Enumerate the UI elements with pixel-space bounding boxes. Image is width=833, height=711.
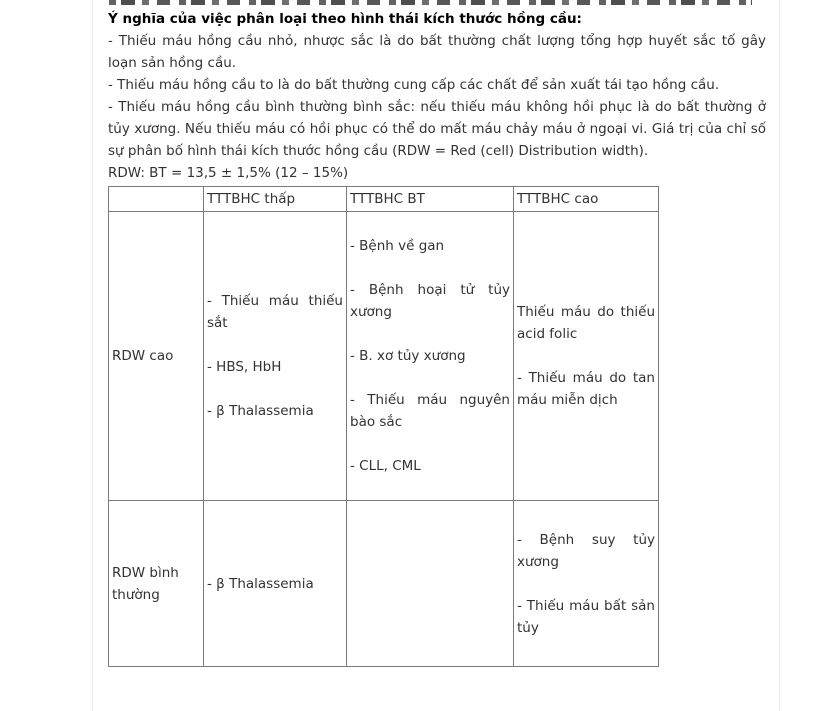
- cell-item: - Bệnh về gan: [350, 238, 445, 254]
- cell-item: - β Thalassemia: [207, 575, 314, 592]
- cell-item: - β Thalassemia: [207, 403, 314, 419]
- content-area: [92, 0, 780, 711]
- cell-item: - Thiếu máu nguyên bào sắc: [350, 392, 510, 430]
- header-cell-tttbhc-thap: TTTBHC thấp: [204, 187, 347, 212]
- cell-item: - CLL, CML: [350, 458, 421, 474]
- table-row-rdw-cao: [109, 212, 659, 501]
- row-label-cell: RDW cao: [109, 212, 204, 501]
- header-cell-empty: [109, 187, 204, 212]
- clipped-text-remnant: [109, 0, 752, 5]
- intro-paragraph-normocytic: - Thiếu máu hồng cầu bình thường bình sắc: nếu thiếu máu không hồi phục là do bất thường ở tủy xương. Nếu thiếu máu có hồi phục có thể do mất máu chảy máu ở ngoại vi. Giá trị của chỉ số sự phân bố hình thái kích thước hồng cầu (RDW = Red (cell) Distribution width).: [108, 99, 766, 159]
- cell-item: Thiếu máu do thiếu acid folic: [517, 304, 655, 342]
- cell-rdwcao-tttbhc-thap: [204, 212, 347, 501]
- table-header-row: [109, 187, 659, 212]
- cell-rdwcao-tttbhc-bt: [347, 212, 514, 501]
- intro-section: [108, 8, 766, 184]
- cell-item: - Thiếu máu bất sản tủy: [517, 597, 655, 636]
- cell-rdwcao-tttbhc-cao: [514, 212, 659, 501]
- cell-item: - Bệnh suy tủy xương: [517, 531, 655, 570]
- section-heading: Ý nghĩa của việc phân loại theo hình thái kích thước hồng cầu:: [108, 11, 582, 27]
- table-row-rdw-binh-thuong: [109, 501, 659, 667]
- intro-paragraph-macrocytic: - Thiếu máu hồng cầu to là do bất thường cung cấp các chất để sản xuất tái tạo hồng cầu.: [108, 77, 720, 93]
- header-cell-tttbhc-cao: TTTBHC cao: [514, 187, 659, 212]
- rdw-normal-value-line: RDW: BT = 13,5 ± 1,5% (12 – 15%): [108, 165, 349, 181]
- cell-rdwbt-tttbhc-thap: [204, 501, 347, 667]
- cell-item: - HBS, HbH: [207, 359, 282, 375]
- cell-item: - Bệnh hoại tử tủy xương: [350, 282, 510, 320]
- intro-paragraph-microcytic: - Thiếu máu hồng cầu nhỏ, nhược sắc là do bất thường chất lượng tổng hợp huyết sắc tố gây loạn sản hồng cầu.: [108, 33, 766, 71]
- header-cell-tttbhc-bt: TTTBHC BT: [347, 187, 514, 212]
- cell-item: - Thiếu máu thiếu sắt: [207, 293, 343, 331]
- cell-item: - Thiếu máu do tan máu miễn dịch: [517, 370, 655, 408]
- rdw-classification-table: [108, 186, 659, 667]
- cell-item: - B. xơ tủy xương: [350, 348, 466, 364]
- cell-rdwbt-tttbhc-cao: [514, 501, 659, 667]
- row-label-cell: RDW bình thường: [109, 501, 204, 667]
- cell-rdwbt-tttbhc-bt: [347, 501, 514, 667]
